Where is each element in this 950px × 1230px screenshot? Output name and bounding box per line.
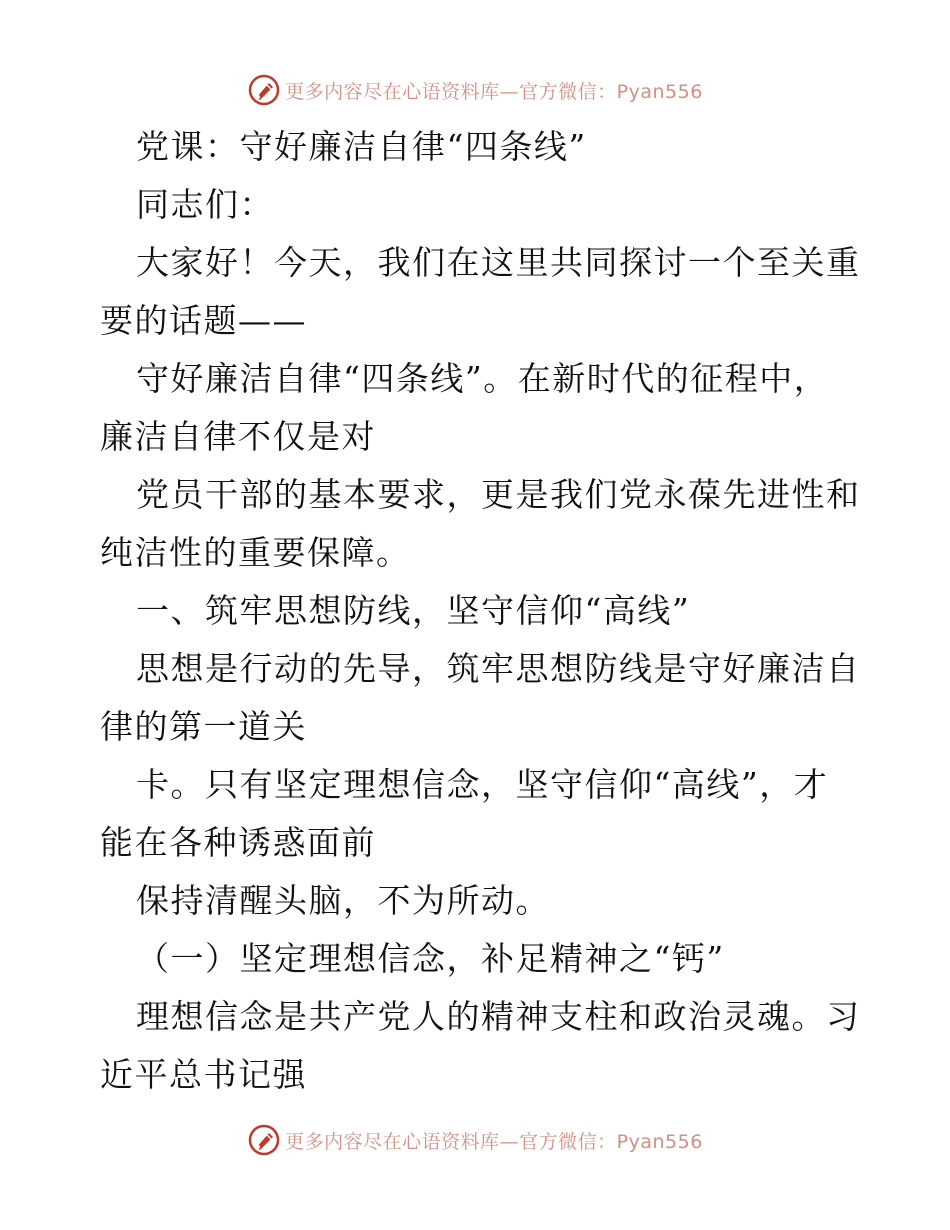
text-line: （一）坚定理想信念，补足精神之“钙”: [136, 939, 725, 978]
pen-nib-logo-icon: [247, 73, 281, 107]
text-line: 同志们：: [136, 185, 274, 224]
text-line: 近平总书记强: [100, 1055, 307, 1094]
text-line: 能在各种诱惑面前: [100, 823, 376, 862]
document-body: [100, 118, 860, 1104]
document-title: 党课：守好廉洁自律“四条线”: [136, 127, 587, 166]
text-line: 大家好！今天，我们在这里共同探讨一个至关重: [136, 243, 861, 282]
text-line: 保持清醒头脑，不为所动。: [136, 881, 550, 920]
text-line: 理想信念是共产党人的精神支柱和政治灵魂。习: [136, 997, 861, 1036]
pen-nib-logo-icon: [247, 1123, 281, 1157]
text-line: 卡。只有坚定理想信念，坚守信仰“高线”，才: [136, 765, 829, 804]
text-line: 守好廉洁自律“四条线”。在新时代的征程中，: [136, 359, 829, 398]
text-line: 律的第一道关: [100, 707, 307, 746]
text-line: 一、筑牢思想防线，坚守信仰“高线”: [136, 591, 691, 630]
text-line: 党员干部的基本要求，更是我们党永葆先进性和: [136, 475, 861, 514]
text-line: 纯洁性的重要保障。: [100, 533, 411, 572]
text-line: 要的话题——: [100, 301, 307, 340]
footer-watermark-banner: [0, 1120, 950, 1160]
header-watermark-banner: [0, 70, 950, 110]
text-line: 廉洁自律不仅是对: [100, 417, 376, 456]
text-line: 思想是行动的先导，筑牢思想防线是守好廉洁自: [136, 649, 861, 688]
watermark-text: 更多内容尽在心语资料库—官方微信：Pyan556: [285, 80, 703, 103]
watermark-text: 更多内容尽在心语资料库—官方微信：Pyan556: [285, 1130, 703, 1153]
